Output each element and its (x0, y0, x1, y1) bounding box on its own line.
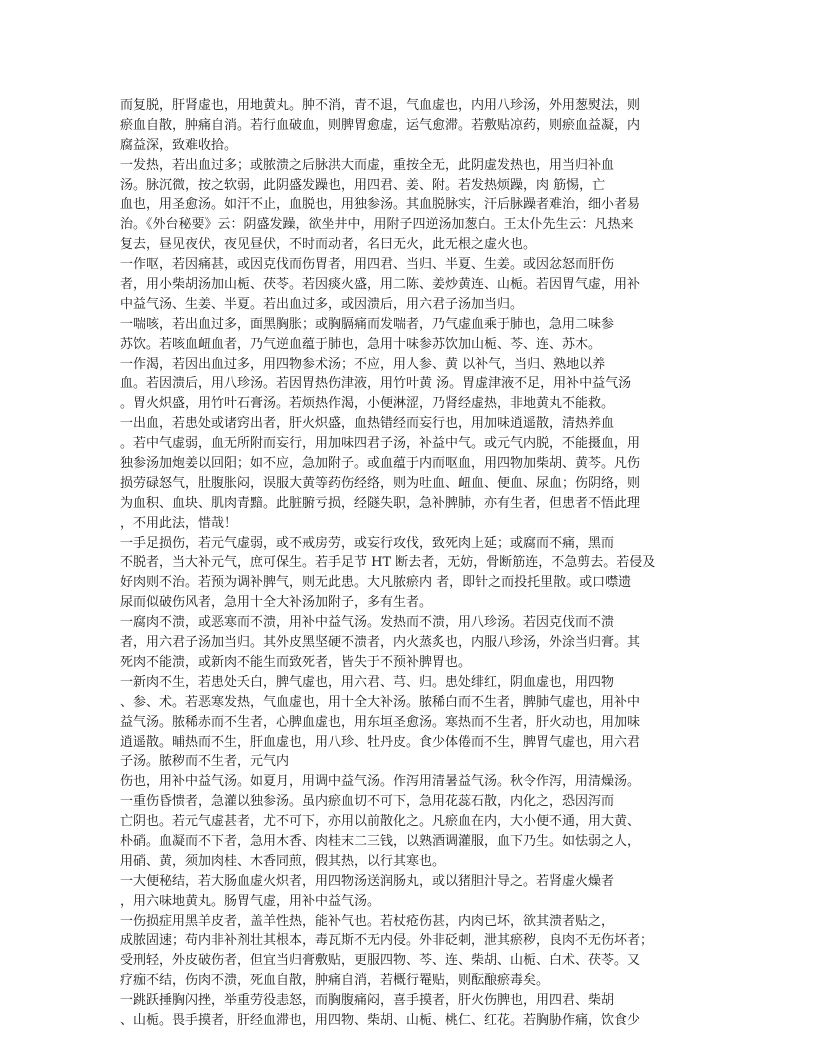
text-line: 一重伤昏愦者，急灌以独参汤。虽内瘀血切不可下，急用花蕊石散，内化之，恐因泻而 (120, 794, 615, 810)
document-body (120, 96, 696, 1036)
text-line: 一伤损症用黑羊皮者，盖羊性热，能补气也。若杖疮伤甚，内肉已坏，欲其溃者贴之， (120, 913, 615, 929)
text-line: 瘀血自散，肿痛自消。若行血破血，则脾胃愈虚，运气愈滞。若敷贴凉药，则瘀血益凝，内 (120, 117, 641, 133)
text-line: 益气汤。脓稀赤而不生者，心脾血虚也，用东垣圣愈汤。寒热而不生者，肝火动也，用加味 (120, 714, 641, 730)
text-line: 血也，用圣愈汤。如汗不止，血脱也，用独参汤。其血脱脉实，汗后脉躁者难治，细小者易 (120, 197, 641, 213)
text-line: 一发热，若出血过多；或脓溃之后脉洪大而虚，重按全无，此阴虚发热也，用当归补血 (120, 157, 615, 173)
text-line: 受刑轻，外皮破伤者，但宜当归膏敷贴，更服四物、芩、连、柴胡、山栀、白术、茯苓。又 (120, 953, 641, 969)
text-line: 用硝、黄，须加肉桂、木香同煎，假其热，以行其寒也。 (120, 853, 446, 869)
text-line: 、山栀。畏手摸者，肝经血滞也，用四物、柴胡、山栀、桃仁、红花。若胸胁作痛，饮食少 (120, 1012, 641, 1028)
text-line: 逍遥散。晡热而不生，肝血虚也，用八珍、牡丹皮。食少体倦而不生，脾胃气虚也，用六君 (120, 734, 641, 750)
text-line: 为血积、血块、肌肉青黯。此脏腑亏损，经隧失职，急补脾肺，亦有生者，但患者不悟此理 (120, 495, 641, 511)
text-line: 血。若因溃后，用八珍汤。若因胃热伤津液，用竹叶黄 汤。胃虚津液不足，用补中益气汤 (120, 376, 632, 392)
text-line: 死肉不能溃，或新肉不能生而致死者，皆失于不预补脾胃也。 (120, 654, 472, 670)
text-line: 一作渴，若因出血过多，用四物参术汤；不应，用人参、黄 以补气，当归、熟地以养 (120, 356, 606, 372)
text-line: 朴硝。血凝而不下者，急用木香、肉桂末二三钱，以熟酒调灌服，血下乃生。如怯弱之人， (120, 833, 641, 849)
text-line: 好肉则不治。若预为调补脾气，则无此患。大凡脓瘀内 者，即针之而投托里散。或口噤遗 (120, 575, 632, 591)
text-line: 。胃火炽盛，用竹叶石膏汤。若烦热作渴，小便淋涩，乃肾经虚热，非地黄丸不能救。 (120, 396, 615, 412)
text-line: 一手足损伤，若元气虚弱，或不戒房劳，或妄行攻伐，致死肉上延；或腐而不痛，黑而 (120, 535, 615, 551)
text-line: 治。《外台秘要》云：阴盛发躁，欲坐井中，用附子四逆汤加葱白。王太仆先生云：凡热来 (120, 217, 634, 233)
text-line: 一跳跃捶胸闪挫，举重劳役恚怒，而胸腹痛闷，喜手摸者，肝火伤脾也，用四君、柴胡 (120, 993, 615, 1009)
text-line: 者，用六君子汤加当归。其外皮黑坚硬不溃者，内火蒸炙也，内服八珍汤，外涂当归膏。其 (120, 635, 641, 651)
text-line: 疗痂不结，伤肉不溃，死血自散，肿痛自消，若概行罨贴，则酝酿瘀毒矣。 (120, 973, 550, 989)
text-line: 中益气汤、生姜、半夏。若出血过多，或因溃后，用六君子汤加当归。 (120, 296, 524, 312)
text-line: 伤也，用补中益气汤。如夏月，用调中益气汤。作泻用清暑益气汤。秋令作泻，用清燥汤。 (120, 774, 641, 790)
text-line: 。若中气虚弱，血无所附而妄行，用加味四君子汤，补益中气。或元气内脱，不能摄血，用 (120, 436, 641, 452)
text-line: 不脱者，当大补元气，庶可保生。若手足节 HT 断去者，无妨，骨断筋连，不急剪去。若侵及 (120, 555, 656, 571)
text-line: ，不用此法，惜哉！ (120, 515, 238, 531)
text-line: 者，用小柴胡汤加山栀、茯苓。若因痰火盛，用二陈、姜炒黄连、山栀。若因胃气虚，用补 (120, 277, 641, 293)
text-line: 而复脱，肝肾虚也，用地黄丸。肿不消，青不退，气血虚也，内用八珍汤，外用葱熨法，则 (120, 98, 641, 113)
text-line: 一腐肉不溃，或恶寒而不溃，用补中益气汤。发热而不溃，用八珍汤。若因克伐而不溃 (120, 615, 615, 631)
text-line: 一大便秘结，若大肠血虚火炽者，用四物汤送润肠丸，或以猪胆汁导之。若肾虚火燥者 (120, 873, 615, 889)
text-line: 、参、术。若恶寒发热，气血虚也，用十全大补汤。脓稀白而不生者，脾肺气虚也，用补中 (120, 694, 641, 710)
text-line: 亡阴也。若元气虚甚者，尤不可下，亦用以前散化之。凡瘀血在内，大小便不通，用大黄、 (120, 814, 641, 830)
text-line: 苏饮。若咳血衄血者，乃气逆血蕴于肺也，急用十味参苏饮加山栀、芩、连、苏木。 (120, 336, 602, 352)
text-line: 尿而似破伤风者，急用十全大补汤加附子，多有生者。 (120, 595, 433, 611)
text-line: 一作呕，若因痛甚，或因克伐而伤胃者，用四君、当归、半夏、生姜。或因忿怒而肝伤 (120, 257, 615, 273)
text-line: 一出血，若患处或诸窍出者，肝火炽盛，血热错经而妄行也，用加味逍遥散，清热养血 (120, 416, 615, 432)
text-line: 汤。脉沉微，按之软弱，此阴盛发躁也，用四君、姜、附。若发热烦躁，肉 筋惕，亡 (120, 177, 606, 193)
text-line: 腐益深，致难收拾。 (120, 137, 238, 153)
text-line (120, 1031, 696, 1036)
text-line: 损劳碌怒气，肚腹胀闷，误服大黄等药伤经络，则为吐血、衄血、便血、尿血；伤阴络，则 (120, 475, 641, 491)
text-line: 成脓固速；苟内非补剂壮其根本，毒瓦斯不无内侵。外非砭刺，泄其瘀秽，良肉不无伤坏者； (120, 933, 654, 949)
text-line: 一喘咳，若出血过多，面黑胸胀；或胸膈痛而发喘者，乃气虚血乘于肺也，急用二味参 (120, 316, 615, 332)
text-line: ，用六味地黄丸。肠胃气虚，用补中益气汤。 (120, 893, 381, 909)
text-line: 复去，昼见夜伏，夜见昼伏，不时而动者，名曰无火，此无根之虚火也。 (120, 237, 537, 253)
text-line: 子汤。脓秽而不生者，元气内 (120, 754, 290, 770)
text-line: 独参汤加炮姜以回阳；如不应，急加附子。或血蕴于内而呕血，用四物加柴胡、黄芩。凡伤 (120, 456, 641, 472)
text-line: 一新肉不生，若患处夭白，脾气虚也，用六君、芎、归。患处绯红，阴血虚也，用四物 (120, 674, 615, 690)
